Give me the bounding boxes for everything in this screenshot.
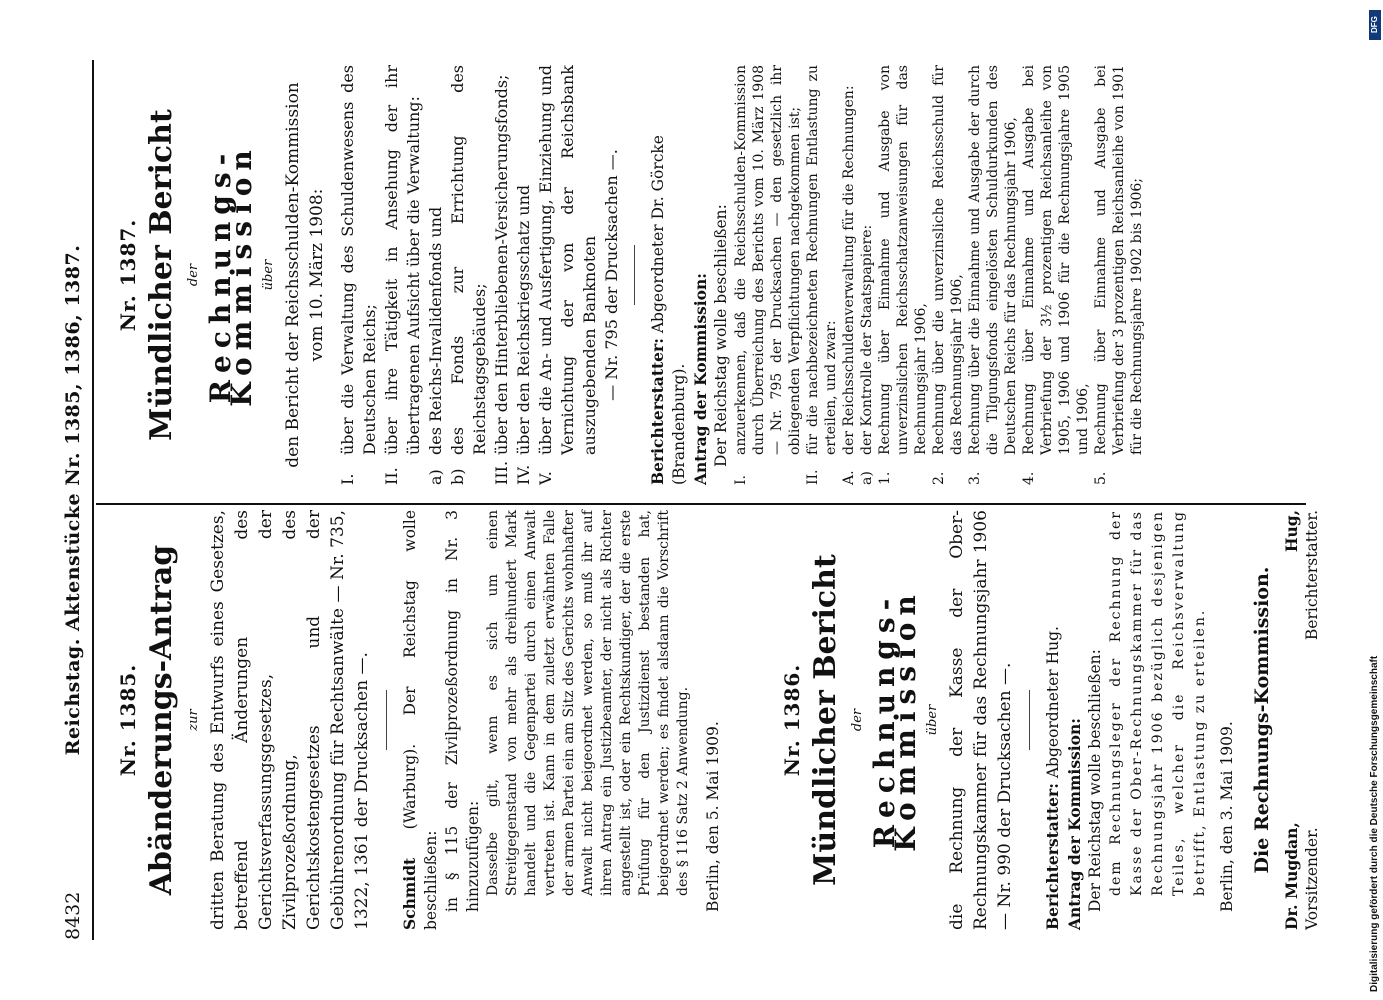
doc1387-motion-item-text: für die nachbezeichneten Rechnungen Entlastung zu erteilen, und zwar:	[805, 65, 839, 455]
doc1387-motion-item-number: 3.	[967, 471, 983, 485]
doc1387-item-text: über den Reichskriegsschatz und	[514, 184, 533, 455]
doc1387-item-text: über den Hinterbliebenen-Versicherungsfonds;	[492, 74, 511, 455]
doc1386-title: Mündlicher Bericht	[808, 554, 843, 886]
doc1387-motion-item-number: I.	[733, 475, 749, 485]
doc1387-item-number: I.	[338, 473, 357, 485]
column-rule	[96, 503, 1306, 505]
doc1387-item-number: IV.	[514, 464, 533, 485]
doc1387-item-number: a)	[426, 469, 445, 485]
doc1385-title: Abänderungs-Antrag	[144, 544, 179, 896]
doc1386-der: der	[850, 708, 865, 732]
doc1387-item-number: II.	[382, 467, 401, 485]
doc1387-item-text: des Reichs-Invalidenfonds und	[426, 206, 445, 455]
doc1387-title: Mündlicher Bericht	[144, 109, 179, 441]
doc1387-item-number: b)	[448, 468, 467, 485]
reporter-name: Hug,	[1282, 510, 1301, 553]
doc1385-number: Nr. 1385.	[116, 663, 140, 777]
doc1386-reporter: Abgeordneter Hug.	[1044, 626, 1062, 779]
doc1387-motion-item-text: Rechnung über Einnahme und Ausgabe von unverzinslichen Reichsschatzanweisungen für das Rechnungsjahr 1906,	[877, 65, 929, 455]
doc1387-motion-intro: Der Reichstag wolle beschließen:	[712, 204, 730, 467]
doc1386-signature-commission: Die Rechnungs-Kommission.	[1251, 566, 1273, 874]
reporter-role: Berichterstatter.	[1303, 510, 1321, 641]
dfg-logo: DFG	[1369, 10, 1381, 40]
doc1386-ueber: über	[925, 704, 940, 736]
dfg-note-text: Digitalisierung gefördert durch die Deutsche Forschungsgemeinschaft	[1369, 655, 1380, 992]
doc1385-instruction: in § 115 der Zivilprozeßordnung in Nr. 3 hinzuzufügen:	[443, 510, 482, 912]
doc1387-motion-item	[1092, 65, 1146, 485]
page-header	[58, 60, 88, 940]
doc1387-motion-item-number: 2.	[931, 471, 947, 485]
doc1387-item	[513, 65, 535, 485]
doc1387-item-text: des Fonds zur Errichtung des Reichstagsgebäudes;	[448, 65, 489, 455]
doc1387-motion-item	[876, 65, 930, 485]
doc1387-motion-item-text: Rechnung über Einnahme und Ausgabe bei Verbriefung der 3 prozentigen Reichsanleihe von 1901 für die Rechnungsjahre 1902 bis 1906;	[1093, 65, 1145, 455]
doc1387-motion-item-number: II.	[805, 469, 821, 485]
doc1387-motion-item	[966, 65, 1020, 485]
doc1387-motion-item-number: a)	[859, 471, 875, 485]
doc1387-der: der	[186, 263, 201, 287]
doc1387-body: den Bericht der Reichsschulden-Kommission vom 10. März 1908:	[283, 82, 327, 468]
doc1387-motion-list	[732, 65, 1146, 485]
doc1387-item-number: III.	[492, 460, 511, 485]
doc1387-motion-item-text: Rechnung über Einnahme und Ausgabe bei Verbriefung der 3½ prozentigen Reichsanleihe von 1905, 1906 und 1906 für die Rechnungsjahre 1905 und 1906,	[1021, 65, 1091, 455]
doc1387-item-text: über die Verwaltung des Schuldenwesens des Deutschen Reichs;	[338, 65, 379, 455]
doc1386-number: Nr. 1386.	[780, 663, 804, 777]
signatures	[1281, 510, 1323, 930]
doc1386-motion-text: dem Rechnungsleger der Rechnung der Kasse der Ober-Rechnungskammer für das Rechnungsjahr 1906 bezüglich desjenigen Teiles, welcher die Reichsverwaltung betrifft, Entlastung zu erteilen.	[1108, 510, 1208, 896]
doc1385-mover-place: (Warburg). Der Reichstag wolle beschließen:	[401, 510, 440, 930]
doc1387-commission: Rechnungs-Kommission	[204, 143, 258, 407]
separator	[386, 690, 387, 750]
doc1387-motion-item-text: Rechnung über die Einnahme und Ausgabe der durch die Tilgungsfonds eingelösten Schuldurkunden des Deutschen Reichs für das Rechnungsjahr 1906,	[967, 65, 1019, 455]
doc1387-item	[535, 65, 601, 485]
doc1387-number: Nr. 1387.	[116, 218, 140, 332]
left-column	[100, 510, 1323, 930]
right-column	[100, 65, 1146, 485]
doc1385-body: dritten Beratung des Entwurfs eines Gesetzes, betreffend Änderungen des Gerichtsverfassungsgesetzes, der Zivilprozeßordnung, des Gerichtskostengesetzes und der Gebührenordnung für Rechtsanwälte — Nr. 735, 1322, 1361 der Drucksachen —.	[208, 510, 372, 930]
doc1387-motion-item-number: 5.	[1093, 471, 1109, 485]
doc1387-item	[447, 65, 491, 485]
doc1387-item	[425, 65, 447, 485]
doc1387-motion-item-number: 4.	[1021, 471, 1037, 485]
doc1387-motion-item-text: Rechnung über die unverzinsliche Reichsschuld für das Rechnungsjahr 1906,	[931, 65, 965, 455]
chair-role: Vorsitzender.	[1303, 827, 1321, 930]
doc1387-item	[337, 65, 381, 485]
doc1387-motion-item	[1020, 65, 1092, 485]
page-number: 8432	[62, 891, 84, 940]
doc1386-date: Berlin, den 3. Mai 1909.	[1218, 721, 1236, 912]
doc1385-zur: zur	[186, 709, 201, 731]
doc1387-item-list	[337, 65, 601, 485]
doc1386-motion-label: Antrag der Kommission:	[1065, 718, 1084, 930]
doc1387-motion-item-text: der Kontrolle der Staatspapiere:	[859, 224, 875, 455]
doc1387-motion-item	[930, 65, 966, 485]
doc1386-motion-intro: Der Reichstag wolle beschließen:	[1086, 649, 1104, 912]
doc1387-motion-label: Antrag der Kommission:	[691, 273, 710, 485]
dfg-side-note	[1368, 8, 1382, 992]
doc1387-item-text: über die An- und Ausfertigung, Einziehung und Vernichtung der von der Reichsbank auszugebenden Banknoten	[536, 65, 599, 455]
running-title: Reichstag. Aktenstücke Nr. 1385, 1386, 1387.	[62, 244, 84, 756]
doc1387-item-text: über ihre Tätigkeit in Ansehung der ihr übertragenen Aufsicht über die Verwaltung:	[382, 65, 423, 455]
doc1387-ueber: über	[261, 259, 276, 291]
doc1387-motion-item-number: 1.	[877, 471, 893, 485]
doc1385-mover: Schmidt	[400, 857, 419, 930]
doc1387-reporter-label: Berichterstatter:	[648, 338, 667, 485]
chair-name: Dr. Mugdan,	[1282, 822, 1301, 930]
doc1385-quote: Dasselbe gilt, wenn es sich um einen Streitgegenstand von mehr als dreihundert Mark handelt und die Gegenpartei durch einen Anwalt vertreten ist. Kann in dem zuletzt erwähnten Falle der armen Partei ein am Sitz des Gerichts wohnhafter Anwalt nicht beigeordnet werden, so muß ihr auf ihren Antrag ein Justizbeamter, der nicht als Richter angestellt ist, oder ein Rechtskundiger, der die erste Prüfung für den Justizdienst bestanden hat, beigeordnet werden; es findet alsdann die Vorschrift des § 116 Satz 2 Anwendung.	[485, 510, 691, 896]
doc1387-drucksache: — Nr. 795 der Drucksachen —.	[602, 149, 621, 401]
doc1387-item	[381, 65, 425, 485]
doc1387-item	[491, 65, 513, 485]
doc1387-motion-item-number: A.	[841, 470, 857, 485]
doc1387-motion-item	[858, 65, 876, 485]
header-rule	[92, 60, 94, 940]
doc1386-reporter-label: Berichterstatter:	[1043, 783, 1062, 930]
separator	[1029, 690, 1030, 750]
doc1387-item-number: V.	[536, 471, 555, 485]
doc1387-motion-item-text: anzuerkennen, daß die Reichsschulden-Kommission durch Überreichung des Berichts vom 10. März 1908 — Nr. 795 der Drucksachen — den gesetzlich ihr obliegenden Verpflichtungen nachgekommen ist;	[733, 65, 803, 455]
doc1387-reporter: Abgeordneter Dr. Görcke (Brandenburg).	[649, 135, 688, 485]
doc1386-body: die Rechnung der Kasse der Ober-Rechnungskammer für das Rechnungsjahr 1906 — Nr. 990 der Drucksachen —.	[947, 510, 1015, 930]
separator	[634, 245, 635, 305]
doc1387-motion-item-text: der Reichsschuldenverwaltung für die Rechnungen:	[841, 85, 857, 455]
doc1386-commission: Rechnungs-Kommission	[868, 588, 922, 852]
doc1385-date: Berlin, den 5. Mai 1909.	[704, 721, 722, 912]
doc1387-motion-item	[732, 65, 804, 485]
doc1387-motion-item	[804, 65, 840, 485]
doc1387-motion-item	[840, 65, 858, 485]
